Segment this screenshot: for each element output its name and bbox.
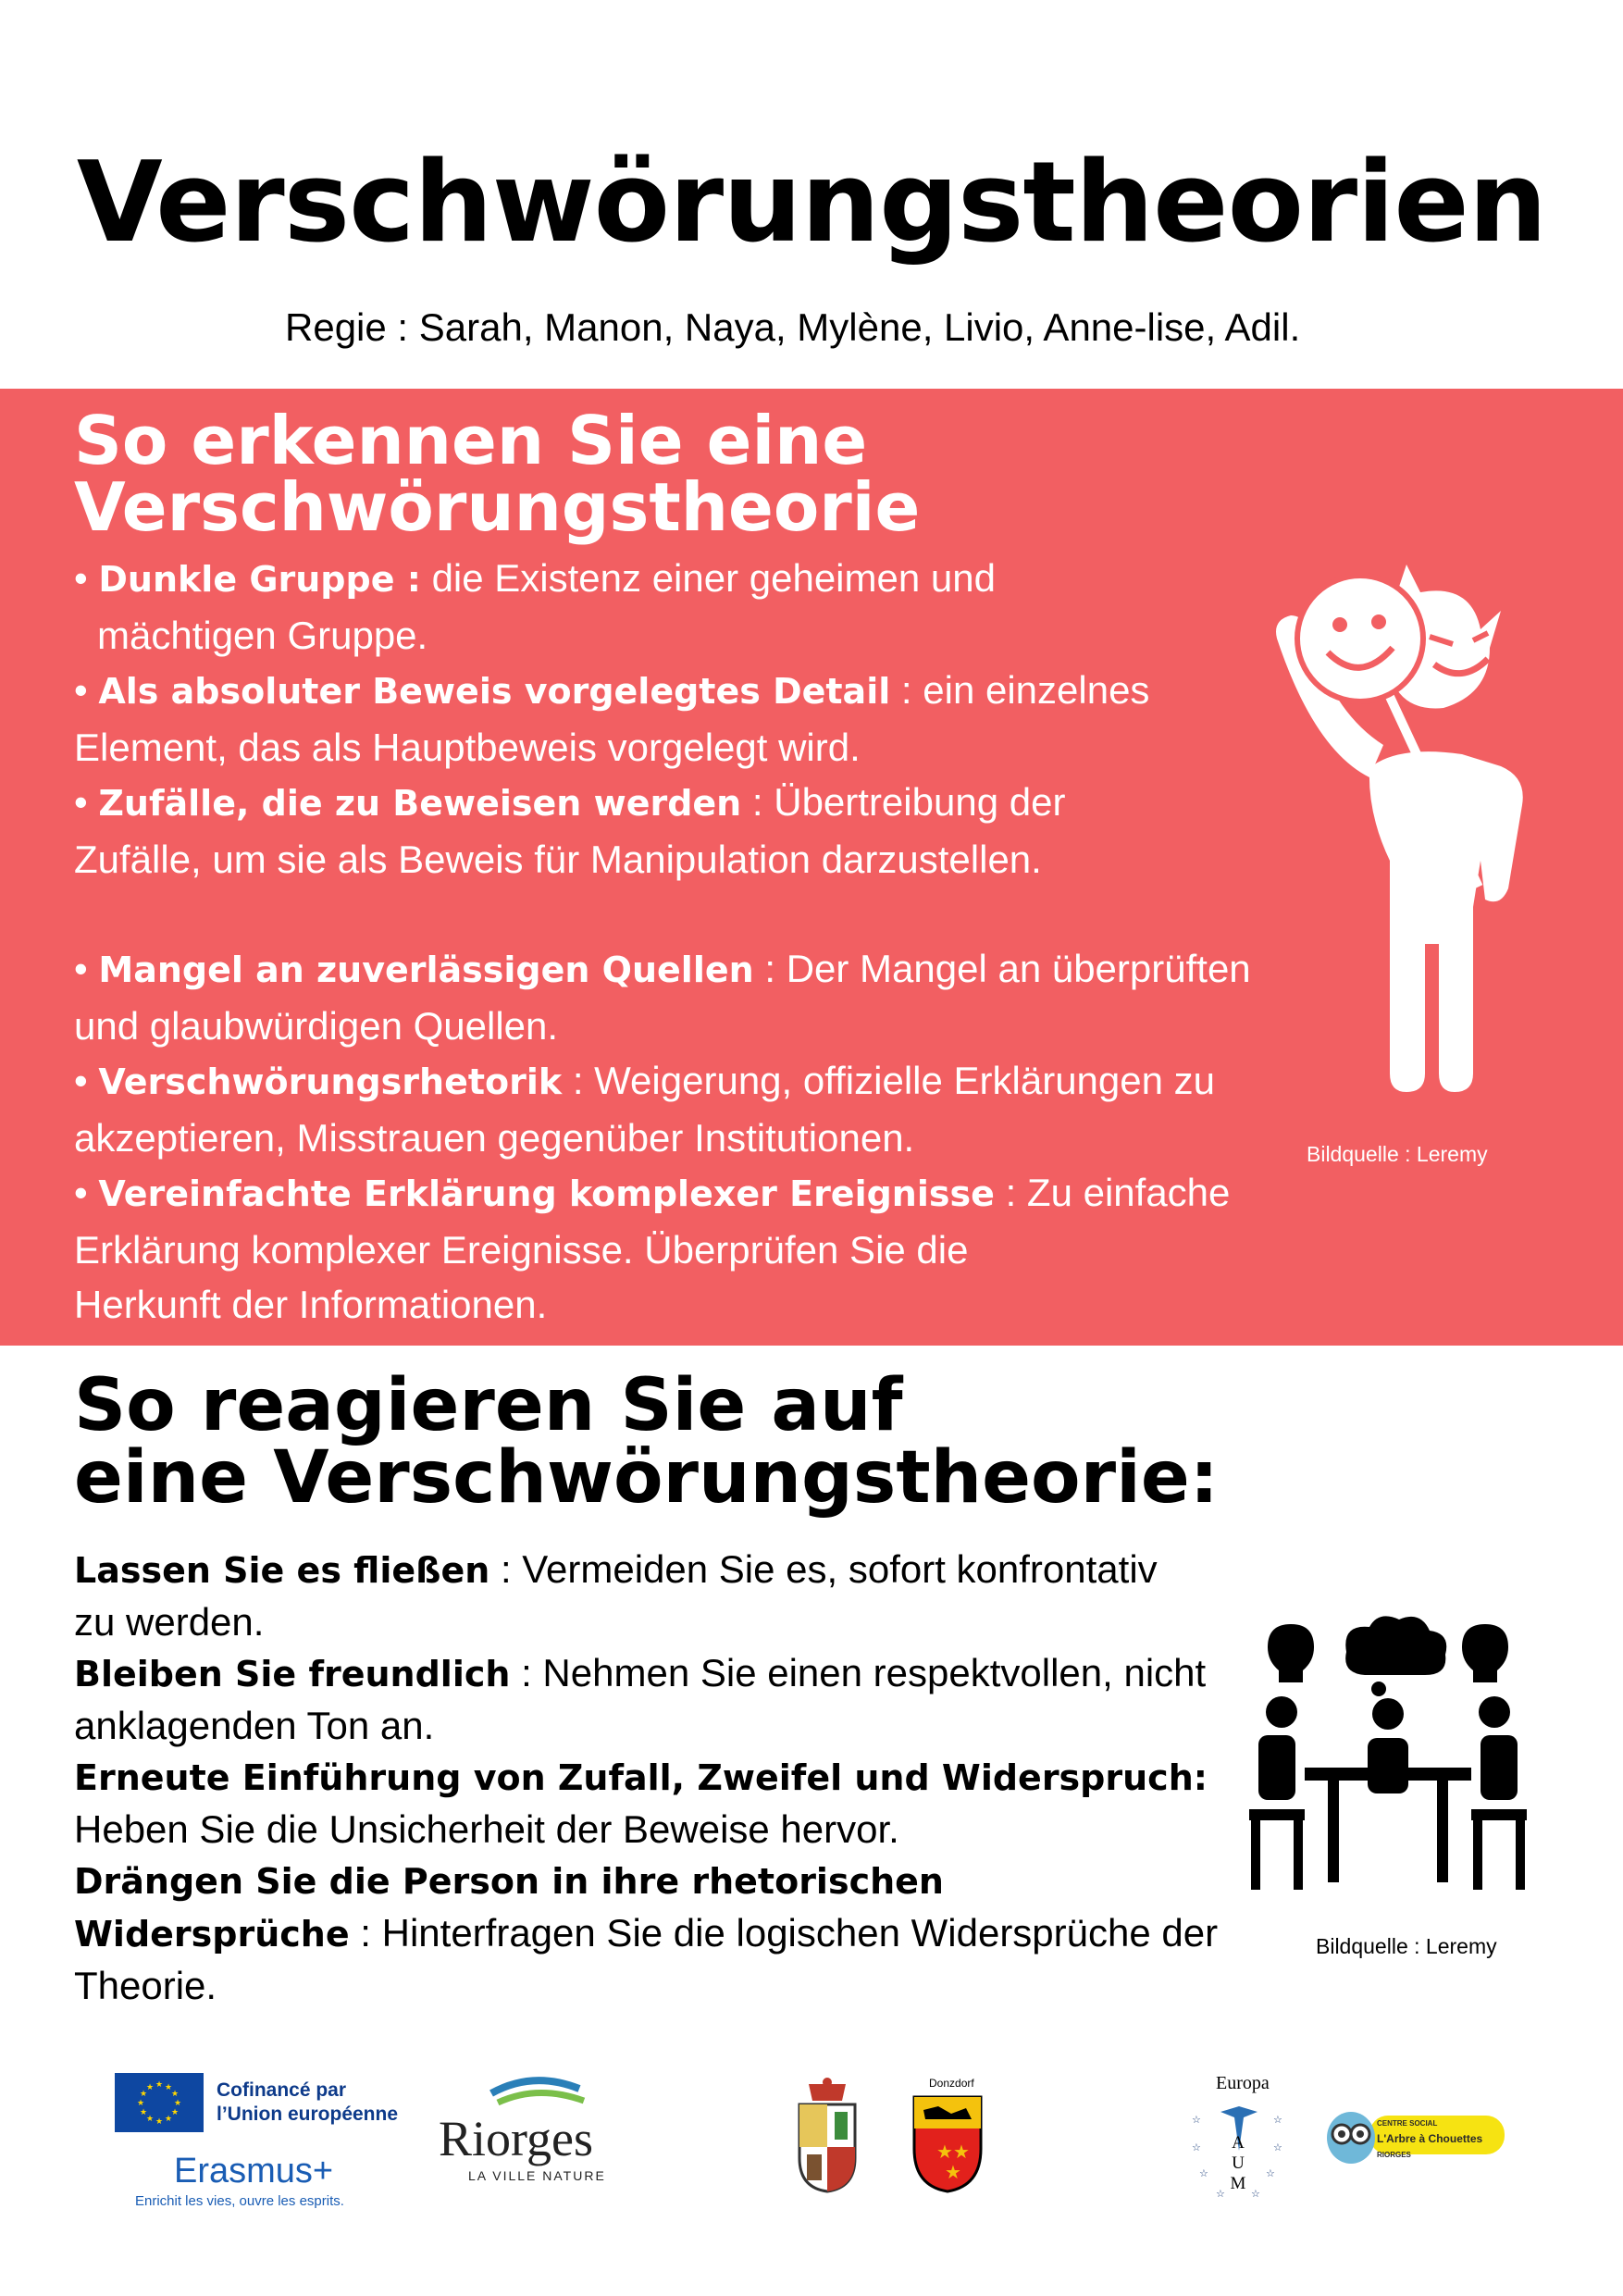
list-item-cont: zu werden. xyxy=(74,1600,265,1644)
image-credit: Bildquelle : Leremy xyxy=(1307,1142,1488,1166)
section1-heading-line1: So erkennen Sie eine xyxy=(74,402,868,479)
list-item: • Zufälle, die zu Beweisen werden : Übertreibung der xyxy=(74,780,1066,824)
riorges-swoosh-icon xyxy=(487,2075,588,2112)
section2-heading-line2: eine Verschwörungstheorie: xyxy=(74,1436,1219,1520)
svg-text:★: ★ xyxy=(145,2083,155,2092)
svg-text:☆: ☆ xyxy=(1273,2141,1282,2153)
list-item: • Dunkle Gruppe : die Existenz einer geheimen und xyxy=(74,556,996,600)
riorges-tagline: LA VILLE NATURE xyxy=(468,2168,606,2183)
list-item-cont: Erklärung komplexer Ereignisse. Überprüfen Sie die xyxy=(74,1227,969,1272)
list-item-cont: Zufälle, um sie als Beweis für Manipulation darzustellen. xyxy=(74,837,1042,881)
aum-letters: A U M xyxy=(1230,2133,1246,2193)
svg-text:★: ★ xyxy=(170,2090,180,2099)
list-item-cont: Heben Sie die Unsicherheit der Beweise hervor. xyxy=(74,1807,899,1851)
svg-text:☆: ☆ xyxy=(1216,2188,1225,2200)
mask-figure-icon xyxy=(1258,555,1536,1092)
list-item: • Mangel an zuverlässigen Quellen : Der Mangel an überprüften xyxy=(74,947,1251,990)
list-item: Erneute Einführung von Zufall, Zweifel und Widerspruch: xyxy=(74,1757,1208,1798)
svg-text:★: ★ xyxy=(139,2090,148,2099)
section2-heading xyxy=(74,1364,1219,1520)
svg-text:☆: ☆ xyxy=(1251,2188,1260,2200)
svg-text:★: ★ xyxy=(936,2141,953,2163)
svg-text:★: ★ xyxy=(945,2161,961,2183)
react-list xyxy=(74,1544,1305,2011)
list-item: • Vereinfachte Erklärung komplexer Ereignisse : Zu einfache xyxy=(74,1171,1231,1214)
list-item-cont: Herkunft der Informationen. xyxy=(74,1283,548,1326)
list-item: Lassen Sie es fließen : Vermeiden Sie es, sofort konfrontativ xyxy=(74,1547,1158,1591)
arbre-chouettes-text: CENTRE SOCIAL L'Arbre à Chouettes RIORGES xyxy=(1377,2119,1483,2159)
image-credit: Bildquelle : Leremy xyxy=(1316,1934,1497,1958)
list-item-cont: Widersprüche : Hinterfragen Sie die logischen Widersprüche der xyxy=(74,1911,1219,1955)
section1-heading xyxy=(74,402,921,546)
partner-logos xyxy=(0,2064,1623,2267)
eu-flag-icon xyxy=(115,2073,204,2132)
riorges-logo: Riorges xyxy=(439,2111,594,2166)
donzdorf-shield-icon xyxy=(911,2093,985,2195)
coat-of-arms-spain-icon xyxy=(794,2075,861,2195)
list-item: • Verschwörungsrhetorik : Weigerung, offizielle Erklärungen zu xyxy=(74,1059,1216,1102)
list-item: Drängen Sie die Person in ihre rhetorischen xyxy=(74,1861,944,1902)
list-item-cont: mächtigen Gruppe. xyxy=(97,613,428,657)
svg-text:★: ★ xyxy=(155,2080,164,2090)
svg-text:★: ★ xyxy=(164,2083,173,2092)
svg-text:☆: ☆ xyxy=(1273,2114,1282,2126)
svg-text:★: ★ xyxy=(155,2117,164,2127)
aum-europa-label: Europa xyxy=(1216,2073,1270,2093)
svg-text:★: ★ xyxy=(145,2115,155,2124)
recognize-list xyxy=(74,551,1342,1333)
list-item: Bleiben Sie freundlich : Nehmen Sie einen respektvollen, nicht xyxy=(74,1651,1207,1694)
eu-cofinance-text: Cofinancé par l’Union européenne xyxy=(217,2079,399,2125)
svg-text:☆: ☆ xyxy=(1192,2114,1201,2126)
erasmus-tagline: Enrichit les vies, ouvre les esprits. xyxy=(135,2193,344,2209)
svg-text:★: ★ xyxy=(170,2108,180,2117)
svg-text:★: ★ xyxy=(139,2108,148,2117)
list-item-cont: und glaubwürdigen Quellen. xyxy=(74,1003,559,1048)
svg-text:★: ★ xyxy=(173,2099,182,2108)
section2-heading-line1: So reagieren Sie auf xyxy=(74,1364,903,1447)
list-item-cont: anklagenden Ton an. xyxy=(74,1704,435,1747)
list-item-cont: akzeptieren, Misstrauen gegenüber Institutionen. xyxy=(74,1115,915,1160)
erasmus-logo: Erasmus+ xyxy=(174,2152,334,2191)
list-item: • Als absoluter Beweis vorgelegtes Detail : ein einzelnes xyxy=(74,668,1150,712)
list-item-cont: Theorie. xyxy=(74,1964,217,2007)
page-title: Verschwörungstheorien xyxy=(76,139,1547,267)
svg-text:★: ★ xyxy=(136,2099,145,2108)
svg-text:☆: ☆ xyxy=(1199,2167,1208,2179)
discussion-table-icon xyxy=(1240,1610,1536,1897)
svg-text:★: ★ xyxy=(953,2141,970,2163)
section1-heading-line2: Verschwörungstheorie xyxy=(74,468,921,546)
svg-text:☆: ☆ xyxy=(1192,2141,1201,2153)
credits-line: Regie : Sarah, Manon, Naya, Mylène, Livio, Anne-lise, Adil. xyxy=(285,305,1301,349)
svg-text:★: ★ xyxy=(164,2115,173,2124)
list-item-cont: Element, das als Hauptbeweis vorgelegt wird. xyxy=(74,725,861,769)
donzdorf-label: Donzdorf xyxy=(929,2077,974,2090)
svg-text:☆: ☆ xyxy=(1266,2167,1275,2179)
